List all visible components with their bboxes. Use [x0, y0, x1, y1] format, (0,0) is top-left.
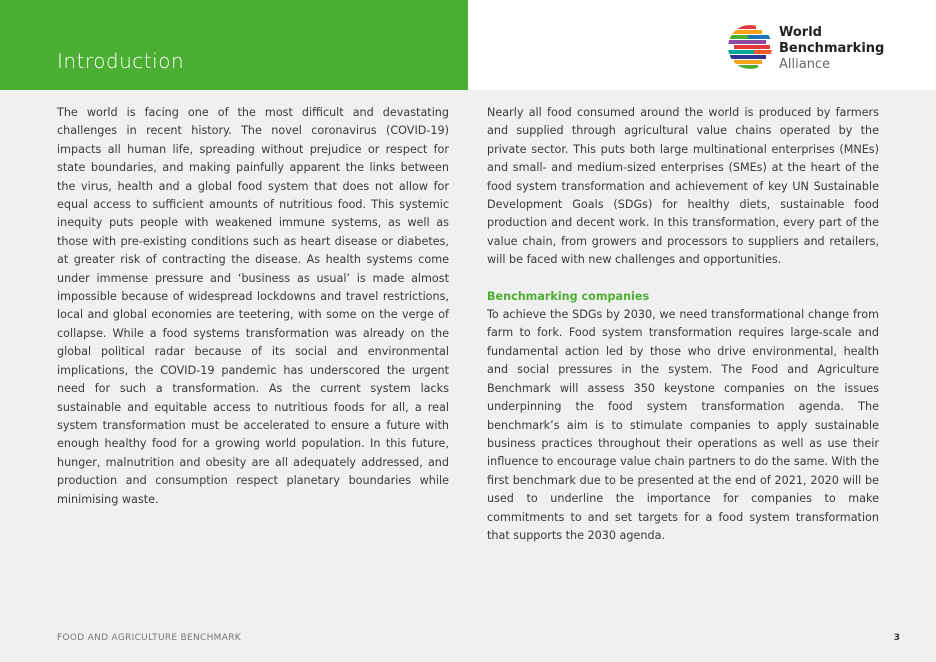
logo-word-world: World	[779, 25, 822, 40]
intro-paragraph: The world is facing one of the most difficult and devastating challenges in recent history. The novel coronavirus (COVID-19) impacts all human life, spreading without prejudice or respect for state boundaries, and making painfully apparent the links between the virus, health and a global food system that does not allow for equal access to sufficient amounts of nutritious food. This systemic inequity puts people with weakened immune systems, as well as those with pre-existing conditions such as heart disease or diabetes, at greater risk of contracting the disease. As health systems come under immense pressure and ‘business as usual’ is made almost impossible because of widespread lockdowns and travel restrictions, local and global economies are teetering, with some on the verge of collapse. While a food systems transformation was already on the global political radar because of its social and environmental implications, the COVID-19 pandemic has underscored the urgent need for such a transformation. As the current system lacks sustainable and equitable access to nutritious foods for all, a real system transformation must be accelerated to ensure a future with enough healthy food for a growing world population. In this future, hunger, malnutrition and obesity are all adequately addressed, and production and consumption respect planetary boundaries while minimising waste.	[57, 106, 449, 506]
section-heading-benchmarking-companies: Benchmarking companies	[487, 289, 650, 303]
footer-report-name: FOOD AND AGRICULTURE BENCHMARK	[57, 633, 241, 643]
logo-word-benchmarking: Benchmarking	[779, 41, 885, 56]
footer-page-number: 3	[893, 633, 900, 643]
left-column	[57, 104, 449, 509]
world-benchmarking-alliance-logo	[728, 22, 888, 74]
page-title: Introduction	[57, 49, 185, 73]
benchmarking-paragraph: To achieve the SDGs by 2030, we need transformational change from farm to fork. Food system transformation requires large-scale and fundamental action led by those who drive environmental, health and social pressures in the system. The Food and Agriculture Benchmark will assess 350 keystone companies on the issues underpinning the food system transformation agenda. The benchmark’s aim is to stimulate companies to apply sustainable business practices throughout their operations as well as use their influence to encourage value chain partners to do the same. With the first benchmark due to be presented at the end of 2021, 2020 will be used to underline the importance for companies to make commitments to and set targets for a food system transformation that supports the 2030 agenda.	[487, 308, 879, 542]
header-band	[0, 0, 468, 90]
logo-word-alliance: Alliance	[779, 57, 831, 72]
value-chain-paragraph: Nearly all food consumed around the world is produced by farmers and supplied through agricultural value chains operated by the private sector. This puts both large multinational enterprises (MNEs) and small- and medium-sized enterprises (SMEs) at the heart of the food system transformation and achievement of key UN Sustainable Development Goals (SDGs) for healthy diets, sustainable food production and decent work. In this transformation, every part of the value chain, from growers and processors to suppliers and retailers, will be faced with new challenges and opportunities.	[487, 106, 879, 267]
right-column	[487, 104, 879, 545]
logo-wordmark	[779, 25, 884, 73]
globe-stripes-icon	[728, 22, 774, 72]
